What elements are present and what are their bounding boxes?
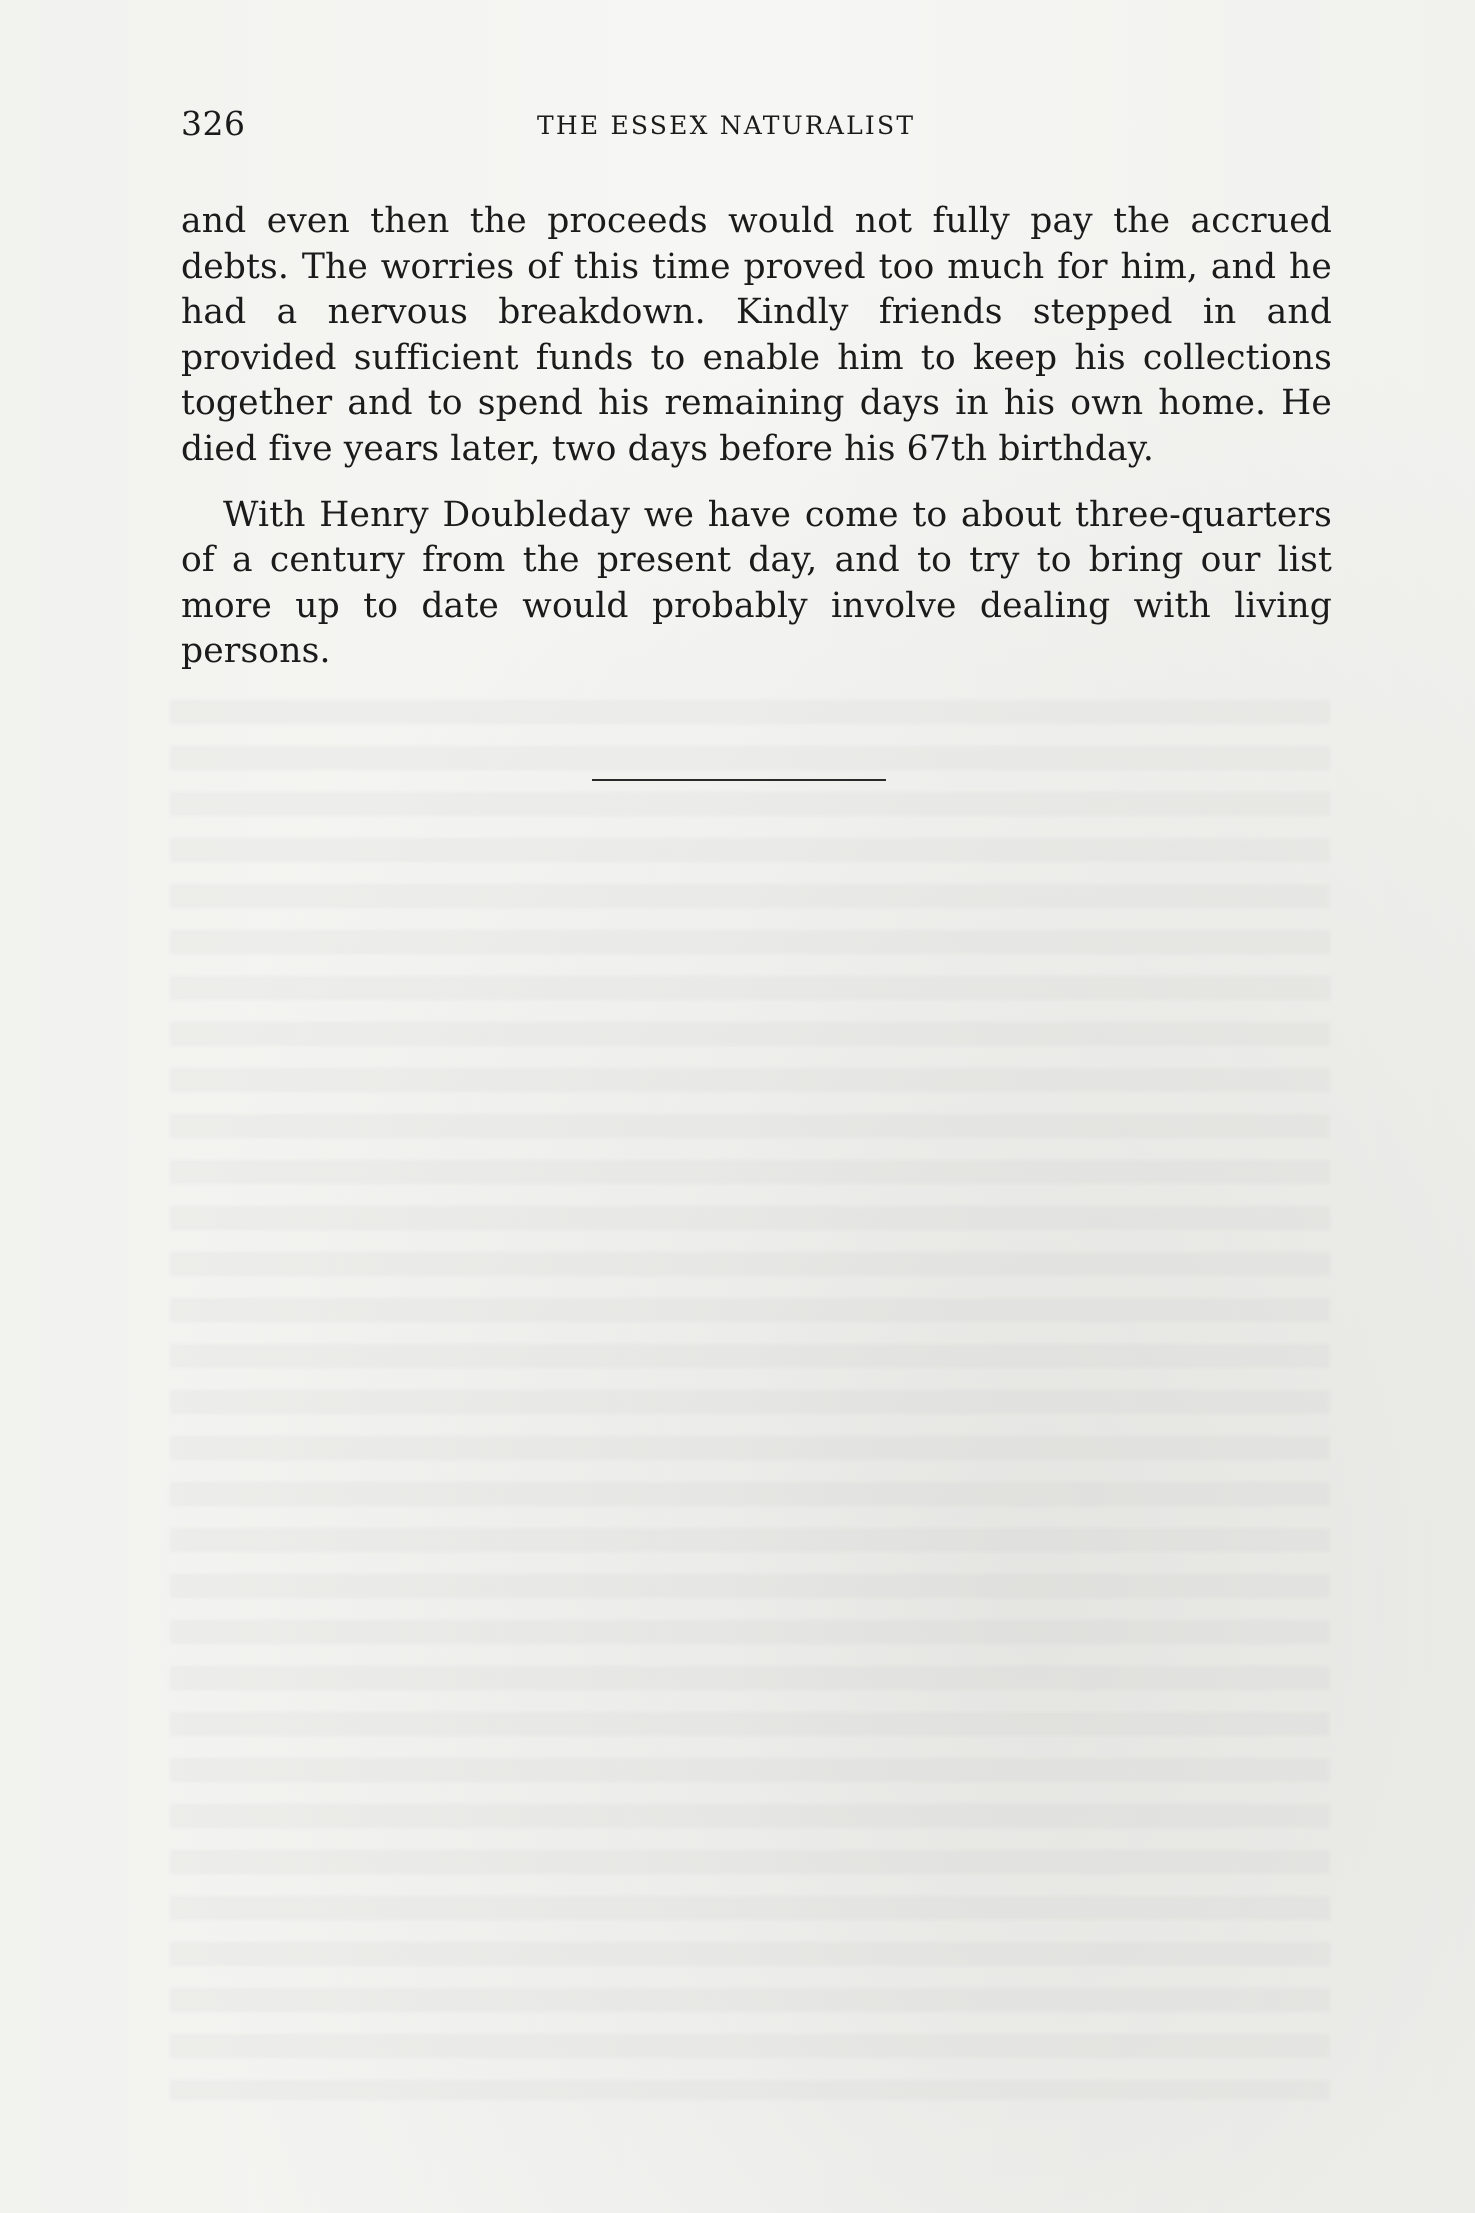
page-header: [181, 104, 1336, 152]
section-divider: [592, 779, 886, 781]
show-through-texture: [170, 700, 1330, 2100]
paragraph: With Henry Doubleday we have come to about three-quarters of a century from the present day, and to try to bring our list more up to date would probably involve dealing with living persons.: [181, 494, 1332, 672]
running-title: THE ESSEX NATURALIST: [537, 111, 916, 140]
paragraph: and even then the proceeds would not fully pay the accrued debts. The worries of this time proved too much for him, and he had a nervous breakdown. Kindly friends stepped in and provided sufficient funds to enable him to keep his collections together and to spend his remaining days in his own home. He died five years later, two days before his 67th birthday.: [181, 201, 1332, 469]
page-number: 326: [181, 104, 246, 143]
body-text: [181, 199, 1332, 675]
